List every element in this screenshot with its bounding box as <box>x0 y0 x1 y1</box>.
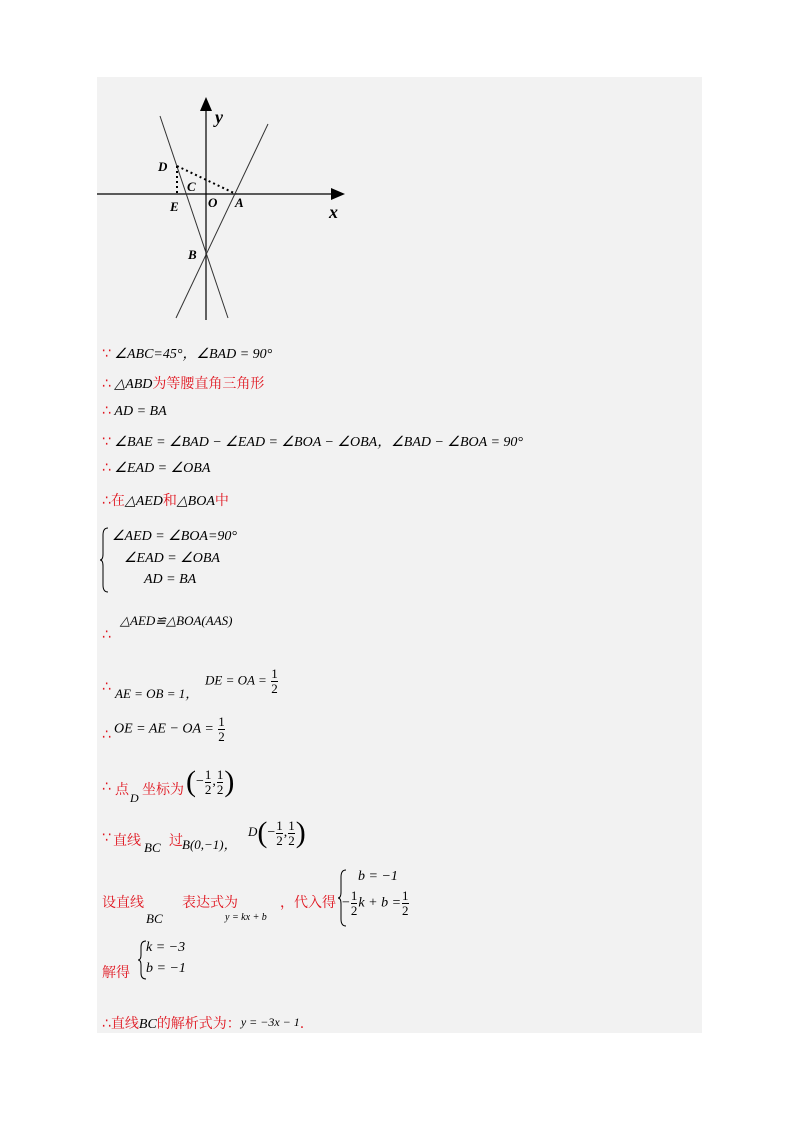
therefore-symbol: ∴ <box>102 493 111 509</box>
step-4-math: ∠BAE = ∠BAD − ∠EAD = ∠BOA − ∠OBA，∠BAD − ∠BOA = 90° <box>114 435 523 450</box>
solution-panel: y x D C E O A B ∵ ∠ABC=45°，∠BAD = 90° ∴ △ABD为等腰直角三角形 ∴ AD = BA ∵ ∠BAE = ∠BAD − ∠EAD = ∠BOA − ∠OBA，∠BAD − ∠BOA = 90° ∴ ∠EAD = ∠OBA ∴在△AED和△BOA中 ∠AED = ∠BOA=90° ∠EAD = ∠OBA AD = BA ∴ △AED≌△BOA(AAS) ∴ AE = OB = 1， DE = OA = $\frac{1}{2}$ ∴ OE = AE − OA = $\frac{1}{2}$ ∴ 点 D 坐标为 (− $\frac{1}{2}$ , $\frac{1}{2}$ ) ∵ 直线 BC 过 B(0,−1)， D(− $\frac{1}{2}$ , $\frac{1}{2}$ ) 设直线 BC 表达式为 y = kx + b ，代入得 b = −1 − $\frac{1}{2}$ k + b = $\frac{1}{2}$ 解得 k = −3 b = −1 ∴直线BC的解析式为：y = −3x − 1. <box>97 77 702 1033</box>
fraction: $\frac{1}{2}$ <box>216 766 224 797</box>
fraction: $\frac{1}{2}$ <box>288 817 295 848</box>
fraction: $\frac{1}{2}$ <box>271 666 278 696</box>
label-A: A <box>235 195 244 210</box>
solution-b: b = −1 <box>146 961 186 976</box>
step-12-math-a: BC <box>146 911 163 926</box>
therefore-symbol: ∴ <box>102 727 111 743</box>
step-6-math-b: △BOA <box>176 494 215 509</box>
system-1-row-1: ∠AED = ∠BOA=90° <box>112 529 238 544</box>
label-y: y <box>215 107 223 127</box>
step-8-math-b: DE = OA = <box>205 672 267 688</box>
step-1 <box>102 343 272 363</box>
because-symbol: ∵ <box>102 346 111 362</box>
therefore-symbol: ∴ <box>102 779 111 795</box>
step-12-text-a: 设直线 <box>102 895 144 911</box>
step-14-text-b: 的解析式为： <box>156 1016 241 1032</box>
step-11-math-b: B(0,−1)， <box>182 837 237 852</box>
step-6-text-c: 中 <box>214 493 229 509</box>
therefore-symbol: ∴ <box>102 403 111 419</box>
x-axis-arrow <box>331 188 345 200</box>
step-10-math: D <box>130 791 139 805</box>
label-B: B <box>188 247 197 262</box>
step-5-math: ∠EAD = ∠OBA <box>114 461 211 476</box>
label-O: O <box>208 195 218 210</box>
line-AB <box>176 124 268 318</box>
label-D: D <box>158 159 168 174</box>
step-11-math-a: BC <box>144 840 161 855</box>
system-1 <box>100 525 300 595</box>
y-axis-arrow <box>200 97 212 111</box>
step-6-text-a: 在 <box>110 493 125 509</box>
step-11-math-c: D <box>248 824 258 840</box>
fraction: $\frac{1}{2}$ <box>218 714 225 744</box>
step-13-text: 解得 <box>102 965 130 981</box>
therefore-symbol: ∴ <box>102 376 111 392</box>
step-14 <box>102 1013 304 1033</box>
step-6-text-b: 和 <box>162 493 177 509</box>
step-3 <box>102 403 167 420</box>
step-10-text-b: 坐标为 <box>142 782 184 798</box>
step-6-math-a: △AED <box>124 494 163 509</box>
step-14-math: BC <box>138 1017 157 1032</box>
step-5 <box>102 460 210 477</box>
therefore-symbol: ∴ <box>102 627 111 643</box>
step-9-math: OE = AE − OA = <box>114 721 214 737</box>
system-1-row-3: AD = BA <box>144 572 197 587</box>
step-10-text-a: 点 <box>115 782 129 798</box>
fraction: $\frac{1}{2}$ <box>276 817 283 848</box>
system-1-row-2: ∠EAD = ∠OBA <box>124 551 220 566</box>
because-symbol: ∵ <box>102 434 111 450</box>
label-C: C <box>187 179 196 194</box>
solution-k: k = −3 <box>146 940 186 955</box>
step-4 <box>102 431 523 451</box>
step-14-text-a: 直线 <box>110 1016 139 1032</box>
line-BC <box>160 116 228 318</box>
step-6 <box>102 490 229 510</box>
therefore-symbol: ∴ <box>102 1016 111 1032</box>
step-11-text-a: 直线 <box>113 833 141 849</box>
coordinate-figure <box>97 85 354 325</box>
step-12-text-c: ，代入得 <box>280 895 336 911</box>
step-2-text: 为等腰直角三角形 <box>152 376 265 392</box>
step-12-math-b: y = kx + b <box>225 912 267 923</box>
therefore-symbol: ∴ <box>102 679 111 695</box>
step-11-text-b: 过 <box>169 833 183 849</box>
fraction: $\frac{1}{2}$ <box>350 888 358 918</box>
step-7-math: △AED≌△BOA(AAS) <box>120 613 233 628</box>
left-brace <box>100 527 110 593</box>
period: . <box>299 1016 305 1032</box>
fraction: $\frac{1}{2}$ <box>204 766 212 797</box>
figure-svg <box>97 85 354 325</box>
label-x: x <box>329 202 338 222</box>
fraction: $\frac{1}{2}$ <box>402 888 409 918</box>
system-2-row-2: k + b = <box>358 895 402 911</box>
step-2 <box>102 373 264 393</box>
step-2-math: △ABD <box>114 377 153 392</box>
because-symbol: ∵ <box>102 830 111 846</box>
final-equation: y = −3x − 1 <box>240 1015 300 1029</box>
label-E: E <box>170 199 179 214</box>
step-12-text-b: 表达式为 <box>182 895 238 911</box>
step-3-math: AD = BA <box>114 404 167 419</box>
step-12: 设直线 BC 表达式为 y = kx + b ，代入得 b = −1 − $\frac{1}{2}$ k + b = $\frac{1}{2}$ <box>102 869 409 926</box>
therefore-symbol: ∴ <box>102 460 111 476</box>
step-1-math: ∠ABC=45°，∠BAD = 90° <box>114 347 273 362</box>
system-2-row-1: b = −1 <box>358 869 398 884</box>
step-8-math-a: AE = OB = 1， <box>115 686 199 701</box>
